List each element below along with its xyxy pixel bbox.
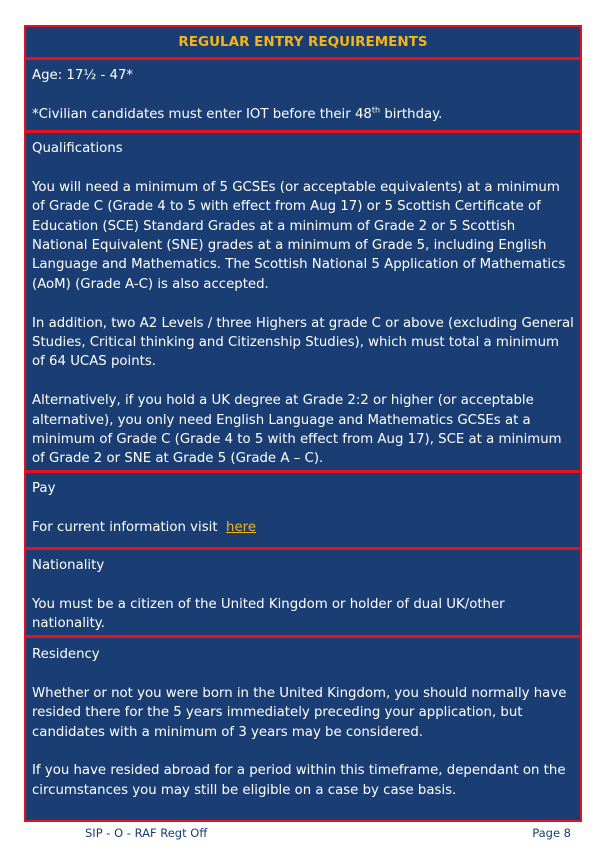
age-section xyxy=(26,60,580,133)
pay-text: For current information visit here xyxy=(32,519,256,535)
requirements-sheet xyxy=(24,25,582,822)
nationality-section xyxy=(26,550,580,638)
section-heading: Qualifications xyxy=(32,141,123,156)
footer-doc-ref: SIP - O - RAF Regt Off xyxy=(85,826,208,840)
residency-para-2: If you have resided abroad for a period within this timeframe, dependant on the circumstances you may still be eligible on a case by case basis. xyxy=(32,763,566,798)
page-number: Page 8 xyxy=(532,826,571,840)
here-link[interactable]: here xyxy=(226,519,256,535)
page-title: REGULAR ENTRY REQUIREMENTS xyxy=(178,34,428,50)
qualifications-para-2: In addition, two A2 Levels / three Highers at grade C or above (excluding General Studies, Critical thinking and Citizenship Studies), which must total a minimum of 64 UCAS points. xyxy=(32,315,574,370)
qualifications-para-1: You will need a minimum of 5 GCSEs (or acceptable equivalents) at a minimum of Grade C (Grade 4 to 5 with effect from Aug 17) or 5 Scottish Certificate of Education (SCE) Standard Grades at a minimum of Grade 2 or 5 Scottish National Equivalent (SNE) grades at a minimum of Grade 5, including English Language and Mathematics. The Scottish National 5 Application of Mathematics (AoM) (Grade A-C) is also accepted. xyxy=(32,179,566,292)
qualifications-para-3: Alternatively, if you hold a UK degree at Grade 2:2 or higher (or acceptable alternative), you only need English Language and Mathematics GCSEs at a minimum of Grade C (Grade 4 to 5 with effect from Aug 17), SCE at a minimum of Grade 2 or SNE at Grade 5 (Grade A – C). xyxy=(32,393,562,467)
residency-para-1: Whether or not you were born in the United Kingdom, you should normally have resided there for the 5 years immediately preceding your application, but candidates with a minimum of 3 years may be considered. xyxy=(32,685,567,740)
residency-section xyxy=(26,638,580,820)
section-heading: Pay xyxy=(32,481,56,496)
age-note: *Civilian candidates must enter IOT before their 48th birthday. xyxy=(32,105,443,122)
age-line: Age: 17½ - 47* xyxy=(32,68,134,83)
pay-section xyxy=(26,473,580,550)
nationality-text: You must be a citizen of the United Kingdom or holder of dual UK/other nationality. xyxy=(32,596,505,632)
header-row xyxy=(26,27,580,60)
section-heading: Nationality xyxy=(32,558,105,573)
page-footer xyxy=(0,826,600,846)
section-heading: Residency xyxy=(32,647,100,662)
qualifications-section xyxy=(26,133,580,473)
